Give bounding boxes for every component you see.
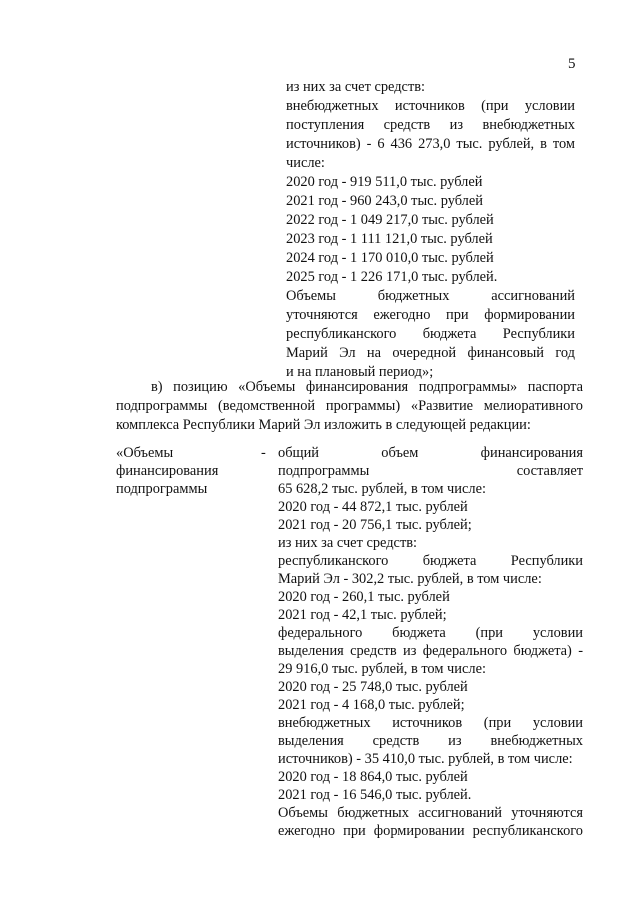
- table-label-line: подпрограммы: [116, 481, 208, 497]
- table-value-line: 2020 год - 260,1 тыс. рублей: [278, 589, 450, 605]
- paragraph-line: подпрограммы (ведомственной программы) «Развитие мелиоративного: [116, 398, 583, 414]
- table-value-line: выделения средств из федерального бюджета) -: [278, 643, 583, 659]
- table-value-line: 65 628,2 тыс. рублей, в том числе:: [278, 481, 486, 497]
- top-line: и на плановый период»;: [286, 364, 434, 380]
- top-line: источников) - 6 436 273,0 тыс. рублей, в том: [286, 136, 575, 152]
- table-label-line: финансирования: [116, 463, 219, 479]
- table-value-line: 2021 год - 4 168,0 тыс. рублей;: [278, 697, 465, 713]
- table-value-line: федерального бюджета (при условии: [278, 625, 583, 641]
- top-line: Объемы бюджетных ассигнований: [286, 288, 575, 304]
- table-value-line: Объемы бюджетных ассигнований уточняются: [278, 805, 583, 821]
- paragraph-line: в) позицию «Объемы финансирования подпрограммы» паспорта: [151, 379, 583, 395]
- page-number: 5: [568, 56, 576, 72]
- top-line: 2021 год - 960 243,0 тыс. рублей: [286, 193, 483, 209]
- table-label-line: «Объемы: [116, 445, 174, 461]
- table-value-line: 2020 год - 25 748,0 тыс. рублей: [278, 679, 468, 695]
- top-line: из них за счет средств:: [286, 79, 426, 95]
- table-value-line: из них за счет средств:: [278, 535, 418, 551]
- paragraph-line: комплекса Республики Марий Эл изложить в следующей редакции:: [116, 417, 531, 433]
- top-line: 2024 год - 1 170 010,0 тыс. рублей: [286, 250, 494, 266]
- table-value-line: 2020 год - 44 872,1 тыс. рублей: [278, 499, 468, 515]
- table-value-line: 2020 год - 18 864,0 тыс. рублей: [278, 769, 468, 785]
- table-value-line: выделения средств из внебюджетных: [278, 733, 583, 749]
- table-value-line: общий объем финансирования: [278, 445, 583, 461]
- table-value-line: 2021 год - 42,1 тыс. рублей;: [278, 607, 447, 623]
- top-line: поступления средств из внебюджетных: [286, 117, 575, 133]
- table-value-line: подпрограммы составляет: [278, 463, 583, 479]
- table-dash: -: [261, 445, 266, 461]
- top-line: 2022 год - 1 049 217,0 тыс. рублей: [286, 212, 494, 228]
- table-value-line: источников) - 35 410,0 тыс. рублей, в том числе:: [278, 751, 573, 767]
- top-line: 2025 год - 1 226 171,0 тыс. рублей.: [286, 269, 498, 285]
- table-value-line: 2021 год - 20 756,1 тыс. рублей;: [278, 517, 472, 533]
- top-line: 2020 год - 919 511,0 тыс. рублей: [286, 174, 483, 190]
- top-line: внебюджетных источников (при условии: [286, 98, 575, 114]
- top-line: уточняются ежегодно при формировании: [286, 307, 575, 323]
- table-value-line: 2021 год - 16 546,0 тыс. рублей.: [278, 787, 472, 803]
- table-value-line: ежегодно при формировании республиканского: [278, 823, 583, 839]
- table-value-line: 29 916,0 тыс. рублей, в том числе:: [278, 661, 486, 677]
- table-value-line: Марий Эл - 302,2 тыс. рублей, в том числе:: [278, 571, 542, 587]
- top-line: Марий Эл на очередной финансовый год: [286, 345, 575, 361]
- table-value-line: внебюджетных источников (при условии: [278, 715, 583, 731]
- top-line: 2023 год - 1 111 121,0 тыс. рублей: [286, 231, 493, 247]
- top-line: республиканского бюджета Республики: [286, 326, 575, 342]
- table-value-line: республиканского бюджета Республики: [278, 553, 583, 569]
- top-line: числе:: [286, 155, 325, 171]
